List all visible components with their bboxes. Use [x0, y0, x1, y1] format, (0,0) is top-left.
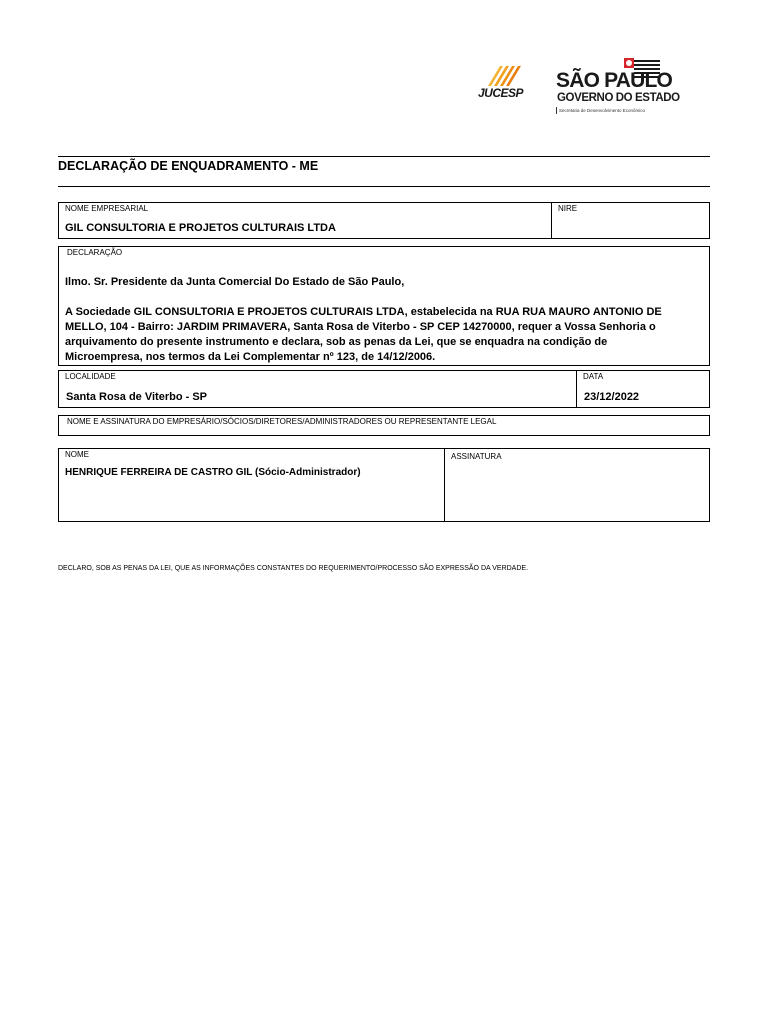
- truth-declaration-note: DECLARO, SOB AS PENAS DA LEI, QUE AS INFORMAÇÕES CONSTANTES DO REQUERIMENTO/PROCESSO SÃO EXPRESSÃO DA VERDADE.: [58, 565, 529, 572]
- company-box: [58, 202, 710, 239]
- title-bottom-rule: [58, 186, 710, 187]
- sp-logo-subtitle: GOVERNO DO ESTADO: [557, 92, 680, 104]
- jucesp-logo: [478, 62, 528, 102]
- jucesp-logo-text: JUCESP: [478, 86, 524, 100]
- title-top-rule: [58, 156, 710, 157]
- signatories-heading-box: [58, 415, 710, 436]
- locality-label: LOCALIDADE: [65, 372, 116, 381]
- signatory-name-label: NOME: [65, 450, 89, 459]
- locality-box: [58, 370, 710, 408]
- sp-logo-secretariat: Secretaria de Desenvolvimento Econômico: [559, 108, 646, 113]
- company-name-value: GIL CONSULTORIA E PROJETOS CULTURAIS LTDA: [65, 222, 336, 234]
- declaration-label: DECLARAÇÃO: [67, 248, 123, 257]
- sp-logo-divider: [556, 107, 557, 114]
- signatory-box: [58, 448, 710, 522]
- signatory-divider: [444, 449, 445, 521]
- locality-divider: [576, 371, 577, 407]
- nire-label: NIRE: [558, 204, 578, 213]
- sp-logo-title: SÃO PAULO: [556, 69, 673, 92]
- declaration-body: A Sociedade GIL CONSULTORIA E PROJETOS CULTURAIS LTDA, estabelecida na RUA RUA MAURO ANTONIO DE MELLO, 104 - Bairro: JARDIM PRIMAVERA, Santa Rosa de Viterbo - SP CEP 14270000, requer a Vossa Senhoria o arquivamento do presente instrumento e declara, sob as penas da Lei, que se enquadra na condição de Microempresa, nos termos da Lei Complementar nº 123, de 14/12/2006.: [65, 306, 662, 363]
- jucesp-swoosh-icon: [478, 62, 528, 88]
- signatories-heading: NOME E ASSINATURA DO EMPRESÁRIO/SÓCIOS/DIRETORES/ADMINISTRADORES OU REPRESENTANTE LEGAL: [67, 417, 497, 426]
- company-name-label: NOME EMPRESARIAL: [65, 204, 149, 213]
- company-divider: [551, 203, 552, 238]
- document-title: DECLARAÇÃO DE ENQUADRAMENTO - ME: [58, 159, 319, 173]
- sp-government-logo: [556, 58, 680, 116]
- declaration-salutation: Ilmo. Sr. Presidente da Junta Comercial Do Estado de São Paulo,: [65, 276, 405, 288]
- date-value: 23/12/2022: [584, 391, 640, 403]
- declaration-box: [58, 246, 710, 366]
- date-label: DATA: [583, 372, 604, 381]
- signatory-name-value: HENRIQUE FERREIRA DE CASTRO GIL (Sócio-Administrador): [65, 467, 361, 478]
- locality-value: Santa Rosa de Viterbo - SP: [66, 391, 208, 403]
- signature-label: ASSINATURA: [451, 452, 502, 461]
